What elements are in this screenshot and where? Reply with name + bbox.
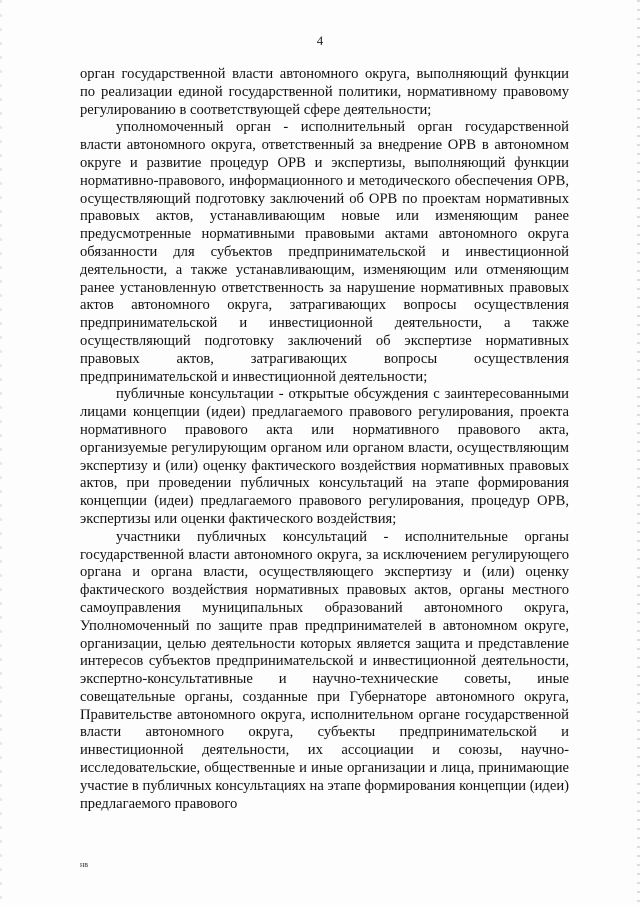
page-number: 4 [316, 33, 324, 48]
document-body [80, 66, 569, 813]
paragraph-organ-definition: орган государственной власти автономного округа, выполняющий функции по реализации единой государственной политики, нормативному правовому регулированию в соответствующей сфере деятельности; [80, 66, 569, 118]
paragraph-public-consultations: публичные консультации - открытые обсуждения с заинтересованными лицами концепции (идеи) предлагаемого правового регулирования, проекта нормативного правового акта или нормативного правового акта, организуемые регулирующим органом или органом власти, осуществляющим экспертизу и (или) оценку фактического воздействия нормативных правовых актов, при проведении публичных консультаций на этапе формирования концепции (идеи) предлагаемого правового регулирования, процедур ОРВ, экспертизы или оценки фактического воздействия; [80, 386, 569, 527]
scan-edge-left [0, 0, 2, 905]
footer-initials: нв [80, 860, 89, 869]
paragraph-authorized-body: уполномоченный орган - исполнительный орган государственной власти автономного округа, ответственный за внедрение ОРВ в автономном округе и развитие процедур ОРВ и экспертизы, выполняющий функции нормативно-правового, информационного и методического обеспечения ОРВ, осуществляющий подготовку заключений об ОРВ по проектам нормативных правовых актов, устанавливающим новые или изменяющим ранее предусмотренные нормативными правовыми актами автономного округа обязанности для субъектов предпринимательской и инвестиционной деятельности, а также устанавливающим, изменяющим или отменяющим ранее установленную ответственность за нарушение нормативных правовых актов автономного округа, затрагивающих вопросы осуществления предпринимательской и инвестиционной деятельности, а также осуществляющий подготовку заключений об экспертизе нормативных правовых актов, затрагивающих вопросы осуществления предпринимательской и инвестиционной деятельности; [80, 119, 569, 385]
paragraph-consultation-participants: участники публичных консультаций - исполнительные органы государственной власти автономного округа, за исключением регулирующего органа и органа власти, осуществляющего экспертизу и (или) оценку фактического воздействия нормативных правовых актов, органы местного самоуправления муниципальных образований автономного округа, Уполномоченный по защите прав предпринимателей в автономном округе, организации, целью деятельности которых является защита и представление интересов субъектов предпринимательской и инвестиционной деятельности, экспертно-консультативные и научно-технические советы, иные совещательные органы, созданные при Губернаторе автономного округа, Правительстве автономного округа, исполнительном органе государственной власти автономного округа, субъекты предпринимательской и инвестиционной деятельности, их ассоциации и союзы, научно-исследовательские, общественные и иные организации и лица, принимающие участие в публичных консультациях на этапе формирования концепции (идеи) предлагаемого правового [80, 528, 569, 812]
